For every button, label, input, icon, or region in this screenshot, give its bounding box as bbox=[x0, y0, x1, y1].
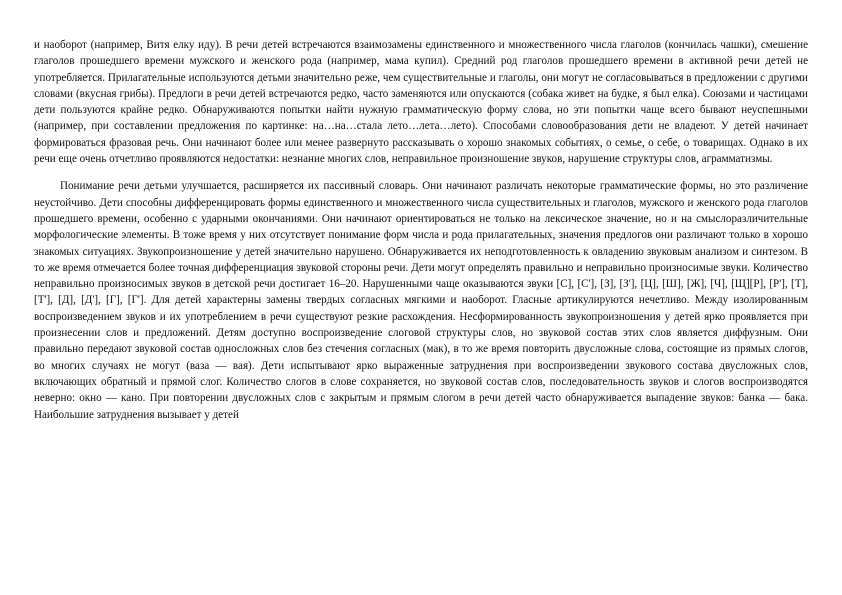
paragraph-speech-understanding: Понимание речи детьми улучшается, расширяется их пассивный словарь. Они начинают различать некоторые грамматические формы, но это различение неустойчиво. Дети способны дифференцировать формы единственного и множественного числа существительных и глаголов, мужского и женского рода глаголов прошедшего времени, особенно с ударными окончаниями. Они начинают ориентироваться не только на лексическое значение, но и на смыслоразличительные морфологические элементы. В тоже время у них отсутствует понимание форм числа и рода прилагательных, значения предлогов они различают только в хорошо знакомых ситуациях. Звукопроизношение у детей значительно нарушено. Обнаруживается их неподготовленность к овладению звуковым анализом и синтезом. В то же время отмечается более точная дифференциация звуковой стороны речи. Дети могут определять правильно и неправильно произносимые звуки. Количество неправильно произносимых звуков в детской речи достигает 16–20. Нарушенными чаще оказываются звуки [С], [С'], [З], [З'], [Ц], [Ш], [Ж], [Ч], [Щ][Р], [Р'], [Т], [Т'], [Д], [Д'], [Г], [Г']. Для детей характерны замены твердых согласных мягкими и наоборот. Гласные артикулируются нечетливо. Между изолированным воспроизведением звуков и их употреблением в речи существуют резкие расхождения. Несформированность звукопроизношения у детей ярко проявляется при произнесении слов и предложений. Детям доступно воспроизведение слоговой структуры слов, но звуковой состав этих слов является диффузным. Они правильно передают звуковой состав односложных слов без стечения согласных (мак), в то же время повторить двусложные слова, состоящие из прямых слогов, во многих случаях не могут (ваза — вая). Дети испытывают ярко выраженные затруднения при воспроизведении звукового состава двусложных слов, включающих обратный и прямой слог. Количество слогов в слове сохраняется, но звуковой состав слов, последовательность звуков и слогов воспроизводятся неверно: окно — кано. При повторении двусложных слов с закрытым и прямым слогом в речи детей часто обнаруживается выпадение звуков: банка — бака. Наибольшие затруднения вызывает у детей bbox=[34, 180, 808, 421]
document-page bbox=[34, 37, 808, 423]
paragraph-grammar-features: и наоборот (например, Витя елку иду). В речи детей встречаются взаимозамены единственного и множественного числа глаголов (кончилась чашки), смешение глаголов прошедшего времени мужского и женского рода (например, мама купил). Средний род глаголов прошедшего времени в активной речи детей не употребляется. Прилагательные используются детьми значительно реже, чем существительные и глаголы, они могут не согласовываться в предложении с другими словами (вкусная грибы). Предлоги в речи детей встречаются редко, часто заменяются или опускаются (собака живет на будке, я был елка). Союзами и частицами дети пользуются крайне редко. Обнаруживаются попытки найти нужную грамматическую форму слова, но эти попытки чаще всего бывают неуспешными (например, при составлении предложения по картинке: на…на…стала лето…лета…лето). Способами словообразования дети не владеют. У детей начинает формироваться фразовая речь. Они начинают более или менее развернуто рассказывать о хорошо знакомых событиях, о семье, о себе, о товарищах. Однако в их речи еще очень отчетливо проявляются недостатки: незнание многих слов, неправильное произношение звуков, нарушение структуры слов, аграмматизмы. bbox=[34, 39, 808, 166]
